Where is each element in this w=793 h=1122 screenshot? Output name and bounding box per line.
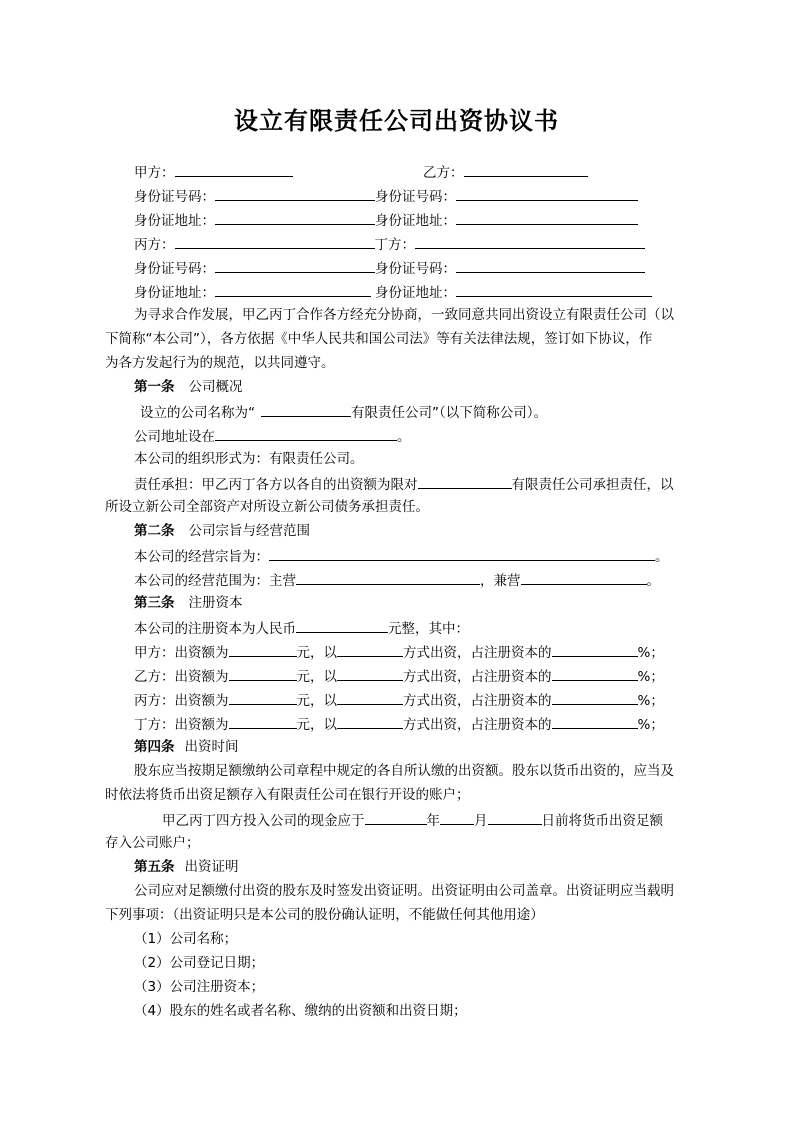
deadline-day-blank[interactable]	[488, 810, 542, 825]
company-name-line	[140, 402, 547, 420]
side-business-blank[interactable]	[521, 570, 647, 585]
party-yi-label: 乙方：	[423, 165, 464, 181]
liability-line-2: 所设立新公司全部资产对所设立新公司债务承担责任。	[105, 499, 429, 515]
contribution-amount-blank[interactable]	[229, 666, 297, 681]
id-no-line-2	[134, 258, 645, 276]
id-no-line-1	[134, 186, 638, 204]
article-3-number: 第三条	[134, 595, 175, 611]
id-addr-line-1	[134, 210, 638, 228]
contribution-end: %；	[637, 693, 664, 709]
contribution-method-blank[interactable]	[337, 714, 403, 729]
contribution-amount-blank[interactable]	[229, 714, 297, 729]
contribution-percent-blank[interactable]	[552, 690, 638, 705]
id-no-blank[interactable]	[456, 186, 638, 201]
party-bing-ding-line	[134, 234, 645, 252]
contribution-amount-blank[interactable]	[229, 690, 297, 705]
business-purpose-blank[interactable]	[269, 546, 655, 561]
certificate-line-1: 公司应对足额缴付出资的股东及时签发出资证明。出资证明由公司盖章。出资证明应当载明	[134, 883, 674, 899]
company-address-blank[interactable]	[215, 426, 397, 441]
contribution-method-blank[interactable]	[337, 642, 403, 657]
business-scope-label: 本公司的经营范围为：主营	[134, 573, 296, 589]
company-name-blank[interactable]	[261, 402, 351, 417]
company-address-suffix: 。	[397, 429, 411, 445]
party-yi-line	[423, 162, 588, 180]
organization-form: 本公司的组织形式为：有限责任公司。	[134, 451, 364, 467]
deadline-year-label: 年	[426, 813, 440, 829]
contribution-end: %；	[637, 669, 664, 685]
id-no-blank[interactable]	[215, 186, 375, 201]
company-name-prefix: 设立的公司名称为“	[140, 405, 255, 421]
registered-capital-blank[interactable]	[296, 618, 388, 633]
registered-capital-prefix: 本公司的注册资本为人民币	[134, 621, 296, 637]
certificate-item: （4）股东的姓名或者名称、缴纳的出资额和出资日期；	[134, 1003, 467, 1019]
party-ding-label: 丁方：	[374, 237, 415, 253]
contribution-method-label: 方式出资，占注册资本的	[403, 645, 552, 661]
company-address-line	[134, 426, 411, 444]
contribution-row-jia	[134, 642, 664, 660]
article-2-title: 公司宗旨与经营范围	[188, 523, 310, 539]
liability-line-1	[134, 474, 674, 492]
party-jia-blank[interactable]	[175, 162, 293, 177]
id-addr-blank[interactable]	[215, 210, 375, 225]
certificate-item: （1）公司名称；	[134, 931, 238, 947]
id-addr-label: 身份证地址：	[134, 213, 215, 229]
party-bing-label: 丙方：	[134, 237, 175, 253]
contribution-party-label: 丙方：出资额为	[134, 693, 229, 709]
business-scope-line	[134, 570, 660, 588]
article-3-heading	[134, 594, 243, 612]
id-no-blank[interactable]	[215, 258, 375, 273]
payment-deadline-line	[162, 810, 663, 828]
id-no-label: 身份证号码：	[375, 261, 456, 277]
contribution-method-label: 方式出资，占注册资本的	[403, 717, 552, 733]
intro-line-3: 为各方发起行为的规范，以共同遵守。	[105, 355, 335, 371]
article-5-title: 出资证明	[184, 859, 239, 875]
party-jia-line	[134, 162, 293, 180]
party-ding-blank[interactable]	[415, 234, 645, 249]
deadline-year-blank[interactable]	[365, 810, 427, 825]
contribution-row-yi	[134, 666, 664, 684]
contribution-end: %；	[637, 717, 664, 733]
contribution-method-blank[interactable]	[337, 666, 403, 681]
contribution-amount-blank[interactable]	[229, 642, 297, 657]
contribution-party-label: 丁方：出资额为	[134, 717, 229, 733]
payment-line-4: 存入公司账户；	[105, 835, 200, 851]
id-addr-line-2	[134, 282, 652, 300]
document-title: 设立有限责任公司出资协议书	[234, 106, 559, 135]
party-bing-blank[interactable]	[175, 234, 375, 249]
business-purpose-line	[134, 546, 669, 564]
id-addr-label: 身份证地址：	[375, 285, 456, 301]
party-jia-label: 甲方：	[134, 165, 175, 181]
registered-capital-line	[134, 618, 469, 636]
party-yi-blank[interactable]	[464, 162, 588, 177]
id-addr-blank[interactable]	[215, 282, 371, 297]
company-name-suffix: 有限责任公司”（以下简称公司）。	[351, 405, 547, 421]
certificate-item: （2）公司登记日期；	[134, 955, 265, 971]
main-business-blank[interactable]	[296, 570, 480, 585]
article-3-title: 注册资本	[188, 595, 243, 611]
intro-line-1: 为寻求合作发展，甲乙丙丁合作各方经充分协商，一致同意共同出资设立有限责任公司（以	[134, 307, 674, 323]
article-4-number: 第四条	[134, 739, 175, 755]
deadline-month-label: 月	[474, 813, 488, 829]
contribution-yuan: 元，以	[296, 693, 337, 709]
company-address-prefix: 公司地址设在	[134, 429, 215, 445]
deadline-month-blank[interactable]	[440, 810, 474, 825]
payment-line-2: 时依法将货币出资足额存入有限责任公司在银行开设的账户；	[105, 787, 470, 803]
id-no-label: 身份证号码：	[134, 189, 215, 205]
article-1-heading	[134, 378, 243, 396]
contribution-percent-blank[interactable]	[552, 666, 638, 681]
article-5-heading	[134, 858, 239, 876]
registered-capital-suffix: 元整，其中：	[388, 621, 469, 637]
business-scope-end: 。	[646, 573, 660, 589]
contribution-method-label: 方式出资，占注册资本的	[403, 669, 552, 685]
contribution-percent-blank[interactable]	[552, 714, 638, 729]
article-4-heading	[134, 738, 239, 756]
intro-line-2: 下简称“本公司”），各方依据《中华人民共和国公司法》等有关法律法规，签订如下协议，作	[105, 331, 653, 347]
article-2-number: 第二条	[134, 523, 175, 539]
contribution-percent-blank[interactable]	[552, 642, 638, 657]
business-purpose-end: 。	[655, 549, 669, 565]
contribution-row-bing	[134, 690, 664, 708]
contribution-method-label: 方式出资，占注册资本的	[403, 693, 552, 709]
article-4-title: 出资时间	[184, 739, 239, 755]
id-addr-label: 身份证地址：	[375, 213, 456, 229]
contribution-row-ding	[134, 714, 664, 732]
id-addr-label: 身份证地址：	[134, 285, 215, 301]
id-addr-blank[interactable]	[456, 282, 652, 297]
id-no-label: 身份证号码：	[375, 189, 456, 205]
id-no-blank[interactable]	[456, 258, 645, 273]
liability-suffix: 有限责任公司承担责任，以	[511, 477, 674, 493]
certificate-item: （3）公司注册资本；	[134, 979, 265, 995]
article-2-heading	[134, 522, 310, 540]
payment-line-1: 股东应当按期足额缴纳公司章程中规定的各自所认缴的出资额。股东以货币出资的，应当及	[134, 763, 674, 779]
payment-deadline-suffix: 日前将货币出资足额	[541, 813, 663, 829]
id-addr-blank[interactable]	[456, 210, 638, 225]
payment-deadline-prefix: 甲乙丙丁四方投入公司的现金应于	[162, 813, 365, 829]
liability-company-blank[interactable]	[418, 474, 512, 489]
business-scope-mid: ，兼营	[480, 573, 521, 589]
contribution-yuan: 元，以	[296, 645, 337, 661]
contribution-method-blank[interactable]	[337, 690, 403, 705]
liability-prefix: 责任承担：甲乙丙丁各方以各自的出资额为限对	[134, 477, 418, 493]
business-purpose-label: 本公司的经营宗旨为：	[134, 549, 269, 565]
contribution-party-label: 甲方：出资额为	[134, 645, 229, 661]
article-5-number: 第五条	[134, 859, 175, 875]
certificate-line-2: 下列事项：（出资证明只是本公司的股份确认证明，不能做任何其他用途）	[105, 907, 544, 923]
article-1-number: 第一条	[134, 379, 175, 395]
article-1-title: 公司概况	[188, 379, 243, 395]
contribution-party-label: 乙方：出资额为	[134, 669, 229, 685]
contribution-yuan: 元，以	[296, 717, 337, 733]
id-no-label: 身份证号码：	[134, 261, 215, 277]
contribution-yuan: 元，以	[296, 669, 337, 685]
contribution-end: %；	[637, 645, 664, 661]
